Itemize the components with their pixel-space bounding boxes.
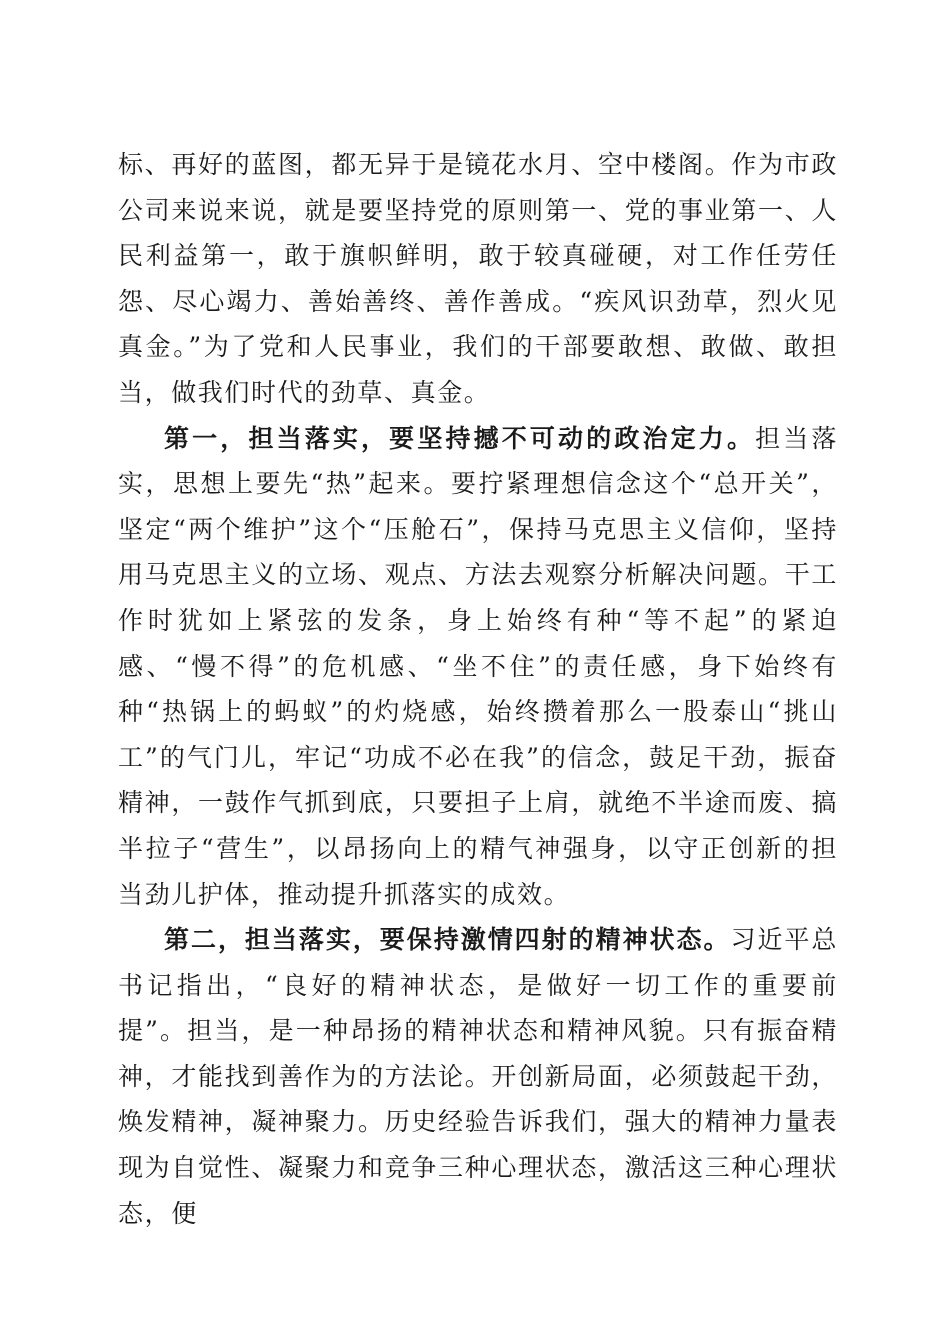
paragraph-second-body: 习近平总书记指出，“良好的精神状态，是做好一切工作的重要前提”。担当，是一种昂扬的精神状态和精神风貌。只有振奋精神，才能找到善作为的方法论。开创新局面，必须鼓起干劲，焕发精神，凝神聚力。历史经验告诉我们，强大的精神力量表现为自觉性、凝聚力和竞争三种心理状态，激活这三种心理状态，便 (118, 925, 838, 1228)
paragraph-second-heading: 第二，担当落实，要保持激情四射的精神状态。 (164, 925, 731, 955)
paragraph-first-body: 担当落实，思想上要先“热”起来。要拧紧理想信念这个“总开关”，坚定“两个维护”这个“压舱石”，保持马克思主义信仰，坚持用马克思主义的立场、观点、方法去观察分析解决问题。干工作时犹如上紧弦的发条，身上始终有种“等不起”的紧迫感、“慢不得”的危机感、“坐不住”的责任感，身下始终有种“热锅上的蚂蚁”的灼烧感，始终攒着那么一股泰山“挑山工”的气门儿，牢记“功成不必在我”的信念，鼓足干劲，振奋精神，一鼓作气抓到底，只要担子上肩，就绝不半途而废、搞半拉子“营生”，以昂扬向上的精气神强身，以守正创新的担当劲儿护体，推动提升抓落实的成效。 (118, 423, 838, 909)
paragraph-first-heading: 第一，担当落实，要坚持撼不可动的政治定力。 (164, 423, 756, 453)
paragraph-first (118, 416, 838, 918)
paragraph-intro (118, 142, 838, 416)
body-text (118, 142, 838, 1236)
paragraph-intro-body: 标、再好的蓝图，都无异于是镜花水月、空中楼阁。作为市政公司来说来说，就是要坚持党的原则第一、党的事业第一、人民利益第一，敢于旗帜鲜明，敢于较真碰硬，对工作任劳任怨、尽心竭力、善始善终、善作善成。“疾风识劲草，烈火见真金。”为了党和人民事业，我们的干部要敢想、敢做、敢担当，做我们时代的劲草、真金。 (118, 150, 838, 407)
paragraph-second (118, 917, 838, 1236)
